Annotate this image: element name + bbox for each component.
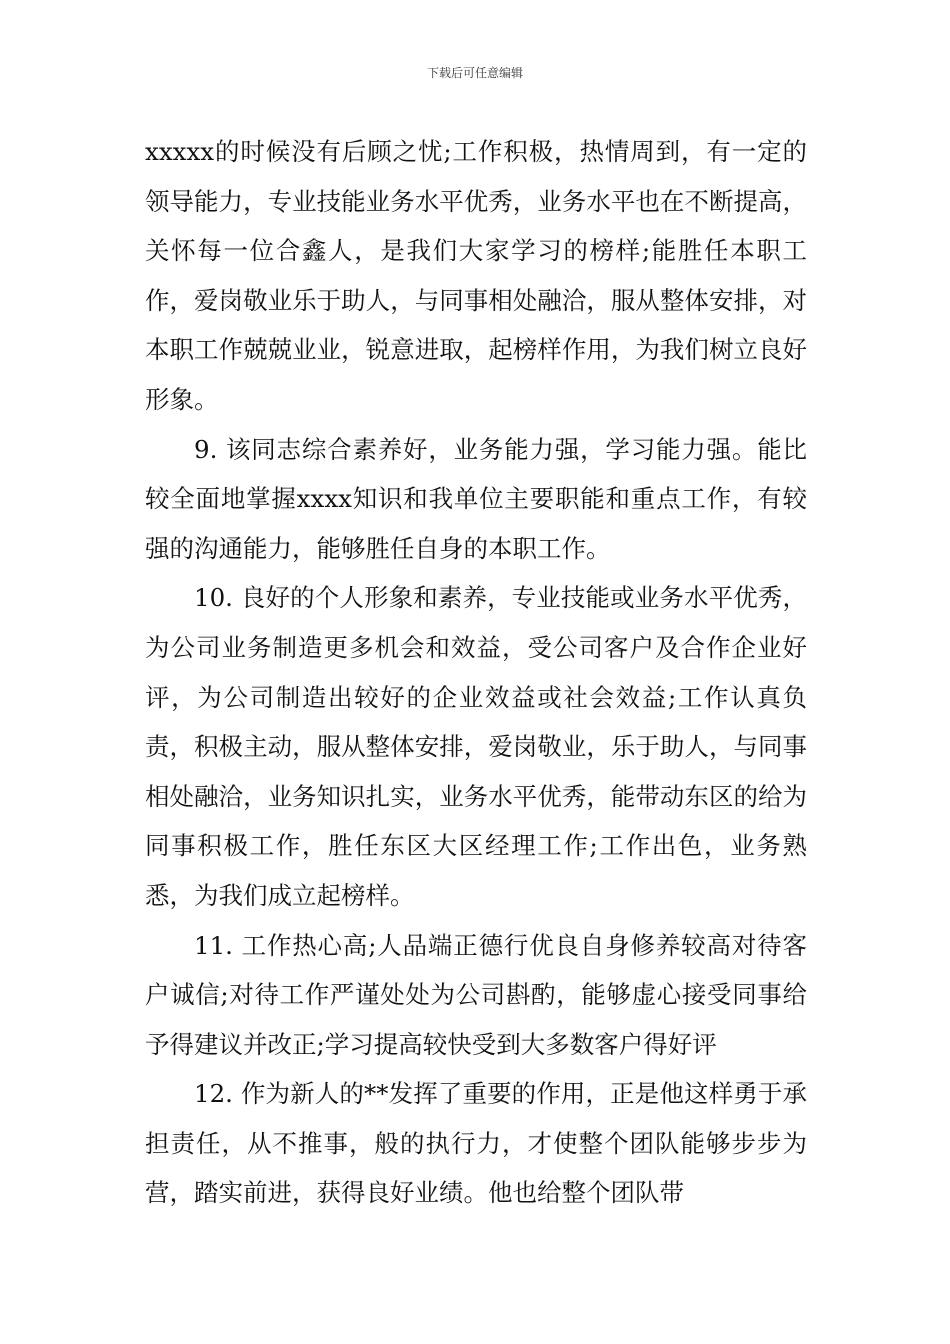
document-body — [145, 127, 807, 1218]
paragraph-continuation: xxxxx的时候没有后顾之忧;工作积极，热情周到，有一定的领导能力，专业技能业务水平优秀，业务水平也在不断提高，关怀每一位合鑫人，是我们大家学习的榜样;能胜任本职工作，爱岗敬业乐于助人，与同事相处融洽，服从整体安排，对本职工作兢兢业业，锐意进取，起榜样作用，为我们树立良好形象。 — [145, 137, 807, 414]
paragraph-item-9: 9. 该同志综合素养好，业务能力强，学习能力强。能比较全面地掌握xxxx知识和我单位主要职能和重点工作，有较强的沟通能力，能够胜任自身的本职工作。 — [145, 434, 807, 563]
paragraph-item-11: 11. 工作热心高;人品端正德行优良自身修养较高对待客户诚信;对待工作严谨处处为公司斟酌，能够虚心接受同事给予得建议并改正;学习提高较快受到大多数客户得好评 — [145, 930, 807, 1059]
paragraph-item-10: 10. 良好的个人形象和素养，专业技能或业务水平优秀，为公司业务制造更多机会和效益，受公司客户及合作企业好评，为公司制造出较好的企业效益或社会效益;工作认真负责，积极主动，服从整体安排，爱岗敬业，乐于助人，与同事相处融洽，业务知识扎实，业务水平优秀，能带动东区的给为同事积极工作，胜任东区大区经理工作;工作出色，业务熟悉，为我们成立起榜样。 — [145, 583, 807, 910]
page-header-note: 下载后可任意编辑 — [426, 66, 523, 80]
paragraph-item-12: 12. 作为新人的**发挥了重要的作用，正是他这样勇于承担责任，从不推事，般的执行力，才使整个团队能够步步为营，踏实前进，获得良好业绩。他也给整个团队带 — [145, 1079, 807, 1208]
